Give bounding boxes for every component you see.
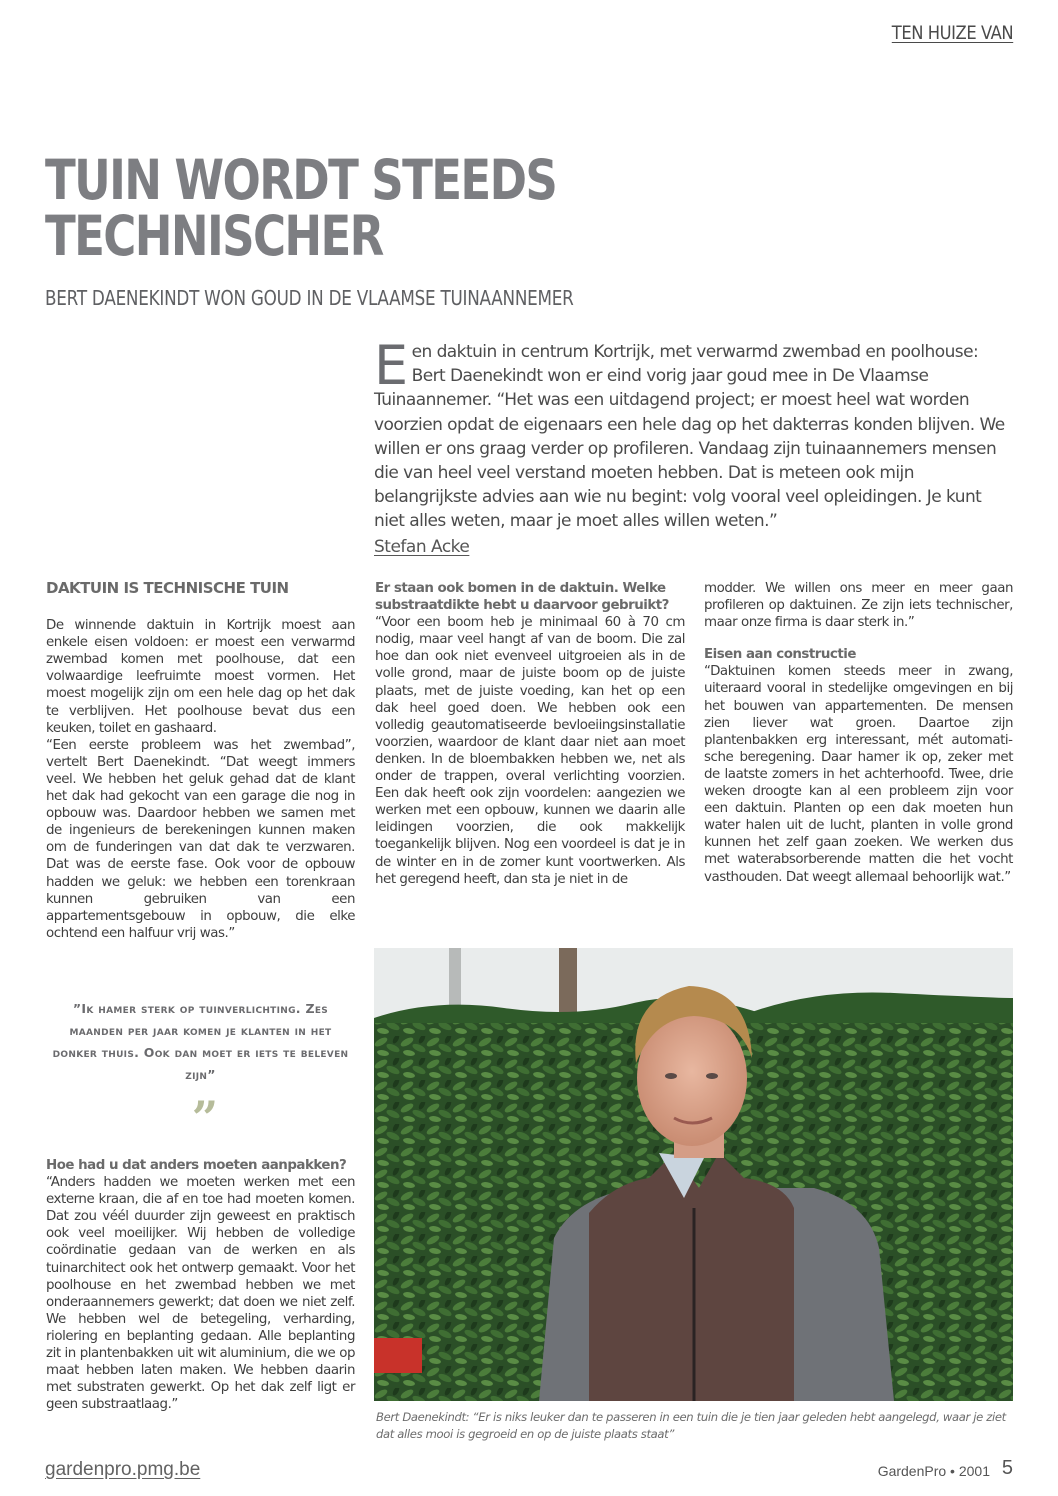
question-heading: Hoe had u dat anders moeten aanpakken? <box>46 1158 347 1173</box>
paragraph: “Voor een boom heb je minimaal 60 à 70 cm nodig, maar veel hangt af van de boom. Die zal hoe dan ook niet evenveel uitgroeien als in de volle grond, maar de juiste boom op de juiste plaats, met de juiste voeding, kan het op een dak heel goed doen. We hebben ook een volledig geautomatiseerde bevloeiingsinstallatie voorzien, waardoor de klant daar niet aan moet denken. In de bloembakken hebben we, net als onder de trappen, overal verlichting voorzien. Een dak heeft ook zijn voordelen: aangezien we werken met een opbouw, kunnen we daarin alle leidingen voorzien, die ook makkelijk toegankelijk blijven. Nog een voordeel is dat je in de winter en in de zomer kunt voortwerken. Als het geregend heeft, dan sta je niet in de <box>375 615 685 887</box>
quote-mark-icon: ” <box>191 1091 219 1145</box>
column-1-continued <box>46 1157 355 1413</box>
paragraph: “Anders hadden we moeten werken met een externe kraan, die af en toe had moeten komen. Dat zou véél duurder zijn geweest en praktisch ook veel moeilijker. Wij hebben de volledige coördinatie gedaan van de werken en als tuinarchitect ook het ontwerp gemaakt. Voor het poolhouse en het zwembad hebben we met onderaannemers gewerkt; dat doen we niet zelf. We hebben wel de betegeling, verharding, riolering en beplanting gedaan. Alle beplanting zit in plantenbakken uit wit aluminium, die we op maat hebben laten maken. We hebben daarin met substraten gewerkt. Op het dak zelf ligt er geen substraatlaag.” <box>46 1175 355 1413</box>
section-heading: Eisen aan constructie <box>704 647 856 663</box>
column-2 <box>375 580 685 888</box>
paragraph: “Daktuinen komen steeds meer in zwang, uiteraard vooral in stedelijke omgevingen en bij het bouwen van appartementen. De mensen zien liever wat groen. Daartoe zijn plantenbakken erg interessant, mét automatische beregening. Daar hamer ik op, zeker met de laatste zomers in het achterhoofd. Twee, drie weken droogte kan al een probleem zijn voor een daktuin. Planten op een dak moeten hun water halen uit de lucht, planten in volle grond kunnen het zelf gaan zoeken. We werken dus met waterabsorberende matten die het vocht vasthouden. Dat weegt allemaal behoorlijk wat.” <box>704 664 1013 885</box>
photo-illustration <box>374 948 1013 1401</box>
paragraph: “Een eerste probleem was het zwembad”, vertelt Bert Daenekindt. “Dat weegt immers veel. We hebben het geluk gehad dat de klant het dak had gekocht van een garage die nog in opbouw was. Daardoor hebben we samen met de ingenieurs de berekeningen kunnen maken om de funderingen van dat dak te verzwaren. Dat was de eerste fase. Ook voor de opbouw hadden we geluk: we hebben een torenkraan kunnen gebruiken van een appartementsgebouw in opbouw, die elke ochtend een halfuur vrij was.” <box>46 737 355 941</box>
title-line-2: TECHNISCHER <box>45 204 383 268</box>
title-line-1: TUIN WORDT STEEDS <box>45 148 557 212</box>
page-number: 5 <box>1001 1457 1013 1479</box>
intro-text: en daktuin in centrum Kortrijk, met verwarmd zwembad en poolhouse: Bert Daenekindt won er eind vorig jaar goud mee in De Vlaamse Tuinaannemer. “Het was een uitdagend project; er moest heel wat worden voorzien opdat de eigenaars een hele dag op het dakterras konden blijven. We willen er ons graag verder op profileren. Vandaag zijn tuinaannemers mensen die van heel veel verstand moeten hebben. Dat is meteen ook mijn belangrijkste advies aan wie nu begint: volg vooral veel opleidingen. Je kunt niet alles weten, maar je moet alles willen weten.” <box>374 342 1005 532</box>
website-link[interactable]: gardenpro.pmg.be <box>45 1459 201 1480</box>
paragraph: De winnende daktuin in Kortrijk moest aan enkele eisen voldoen: er moest een verwarmd zwembad komen met poolhouse, dat een volwaardige leefruimte moest vormen. Het moest mogelijk zijn om een hele dag op het dak te verblijven. Het poolhouse bevat dus een keuken, toilet en gashaard. <box>46 618 355 736</box>
publication-info: GardenPro • 2001 <box>877 1463 990 1479</box>
author-byline[interactable]: Stefan Acke <box>374 537 470 557</box>
column-1 <box>46 580 355 942</box>
pull-quote: ”Ik hamer sterk op tuinverlichting. Zes maanden per jaar komen je klanten in het donker thuis. Ook dan moet er iets te beleven zijn” <box>52 1001 349 1082</box>
section-label[interactable]: TEN HUIZE VAN <box>891 22 1013 44</box>
paragraph: modder. We willen ons meer en meer gaan profileren op daktuinen. Ze zijn iets technischer, maar onze firma is daar sterk in.” <box>704 581 1013 631</box>
section-heading: DAKTUIN IS TECHNISCHE TUIN <box>46 579 289 597</box>
column-3 <box>704 580 1013 886</box>
question-heading: Er staan ook bomen in de daktuin. Welke substraatdikte hebt u daarvoor gebruikt? <box>375 581 669 614</box>
article-subtitle: BERT DAENEKINDT WON GOUD IN DE VLAAMSE TUINAANNEMER <box>45 286 574 310</box>
article-title <box>45 148 619 268</box>
article-intro <box>374 334 1014 534</box>
portrait-photo <box>374 948 1013 1401</box>
photo-caption: Bert Daenekindt: “Er is niks leuker dan te passeren in een tuin die je tien jaar geleden hebt aangelegd, waar je ziet dat alles mooi is gegroeid en op de juiste plaats staat” <box>376 1410 1006 1441</box>
drop-cap: E <box>374 334 408 397</box>
